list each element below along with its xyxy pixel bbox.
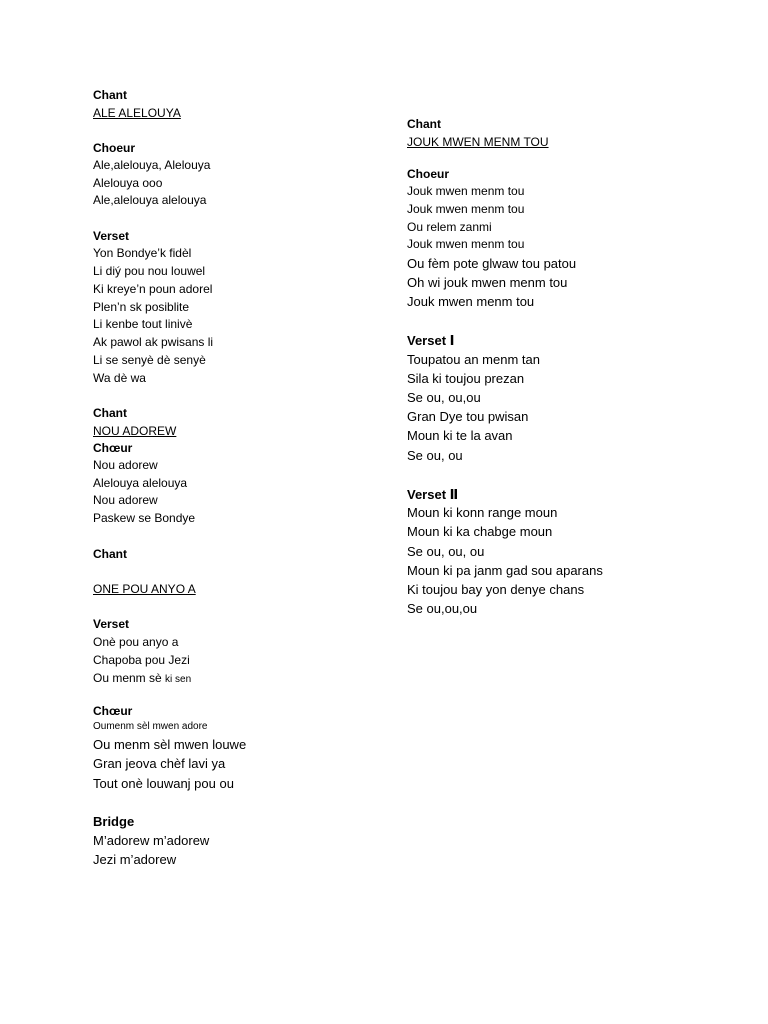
song4-verset2-line: Se ou,ou,ou xyxy=(407,601,478,616)
song2-title: NOU ADOREW xyxy=(93,424,177,438)
song4-verset1-label: Verset Ⅰ xyxy=(407,333,455,348)
song4-verset2-line: Moun ki konn range moun xyxy=(407,505,558,520)
song4-choeur-line: Jouk mwen menm tou xyxy=(407,294,535,309)
song1-verset-label: Verset xyxy=(93,229,130,243)
song3-choeur-line: Tout onè louwanj pou ou xyxy=(93,776,234,791)
song3-choeur-line: Ou menm sèl mwen louwe xyxy=(93,737,247,752)
song3-verset-label: Verset xyxy=(93,617,130,631)
song3-verset-line-last xyxy=(93,672,191,685)
song2-choeur-label: Chœur xyxy=(93,441,133,455)
song4-choeur-line: Ou relem zanmi xyxy=(407,220,492,234)
song3-bridge-line: Jezi m’adorew xyxy=(93,852,177,867)
song4-choeur-line: Jouk mwen menm tou xyxy=(407,184,525,198)
song1-verset-line: Yon Bondye’k fidèl xyxy=(93,246,192,260)
song4-verset2-line: Ki toujou bay yon denye chans xyxy=(407,582,585,597)
song3-bridge-line: M’adorew m’adorew xyxy=(93,833,210,848)
song4-verset2-line: Se ou, ou, ou xyxy=(407,544,485,559)
song4-verset1-line: Sila ki toujou prezan xyxy=(407,371,525,386)
song1-verset-line: Plen’n sk posiblite xyxy=(93,300,190,314)
song1-choeur-label: Choeur xyxy=(93,141,135,155)
song3-title: ONE POU ANYO A xyxy=(93,582,196,596)
song1-choeur-line: Alelouya ooo xyxy=(93,176,163,190)
song4-verset1-line: Toupatou an menm tan xyxy=(407,352,540,367)
song3-chant-label: Chant xyxy=(93,547,127,561)
song2-choeur-line: Nou adorew xyxy=(93,458,158,472)
song3-verset-last-part: Ou menm sè xyxy=(93,671,166,685)
song3-verset-last-small: ki sen xyxy=(165,674,192,685)
song3-choeur-label: Chœur xyxy=(93,704,133,718)
song2-chant-label: Chant xyxy=(93,406,127,420)
song4-verset1-line: Se ou, ou,ou xyxy=(407,390,481,405)
song1-verset-line: Wa dè wa xyxy=(93,371,146,385)
song4-verset1-line: Moun ki te la avan xyxy=(407,428,513,443)
song1-verset-line: Ki kreye’n poun adorel xyxy=(93,282,213,296)
song4-title: JOUK MWEN MENM TOU xyxy=(407,135,549,149)
song1-verset-line: Li kenbe tout linivè xyxy=(93,317,193,331)
song4-verset2-label: Verset Ⅱ xyxy=(407,487,459,502)
song4-choeur-label: Choeur xyxy=(407,167,449,181)
song4-chant-label: Chant xyxy=(407,117,441,131)
song1-verset-line: Ak pawol ak pwisans li xyxy=(93,335,214,349)
song4-verset1-line: Gran Dye tou pwisan xyxy=(407,409,529,424)
song3-verset-line: Onè pou anyo a xyxy=(93,635,179,649)
song2-choeur-line: Nou adorew xyxy=(93,493,158,507)
song1-verset-line: Li se senyè dè senyè xyxy=(93,353,206,367)
song4-verset1-line: Se ou, ou xyxy=(407,448,463,463)
song1-title: ALE ALELOUYA xyxy=(93,106,181,120)
song1-choeur-line: Ale,alelouya alelouya xyxy=(93,193,207,207)
song1-verset-line: Li diý pou nou louwel xyxy=(93,264,206,278)
song4-choeur-line: Jouk mwen menm tou xyxy=(407,237,525,251)
song4-verset2-line: Moun ki pa janm gad sou aparans xyxy=(407,563,603,578)
song2-choeur-line: Alelouya alelouya xyxy=(93,476,188,490)
song3-choeur-line: Gran jeova chèf lavi ya xyxy=(93,756,226,771)
song1-chant-label: Chant xyxy=(93,88,127,102)
song1-choeur-line: Ale,alelouya, Alelouya xyxy=(93,158,211,172)
song3-choeur-line-small: Oumenm sèl mwen adore xyxy=(93,721,208,732)
song4-choeur-line: Oh wi jouk mwen menm tou xyxy=(407,275,568,290)
song4-choeur-line: Ou fèm pote glwaw tou patou xyxy=(407,256,577,271)
song4-verset2-line: Moun ki ka chabge moun xyxy=(407,524,553,539)
song3-verset-line: Chapoba pou Jezi xyxy=(93,653,190,667)
song2-choeur-line: Paskew se Bondye xyxy=(93,511,196,525)
song4-choeur-line: Jouk mwen menm tou xyxy=(407,202,525,216)
song3-bridge-label: Bridge xyxy=(93,814,135,829)
